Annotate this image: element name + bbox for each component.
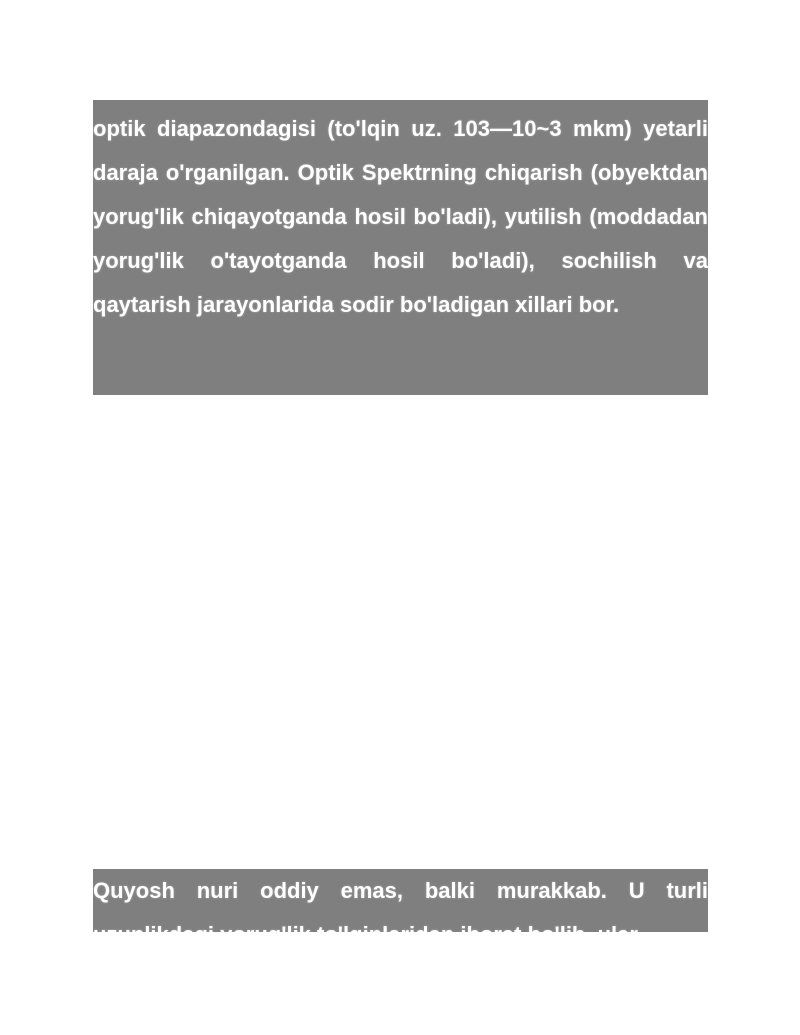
paragraph-bottom: Quyosh nuri oddiy emas, balki murakkab. U turli uzunlikdagi yorug'lik to'lqinlaridan iborat bo'lib, ular (93, 878, 708, 947)
text-block-bottom (93, 869, 708, 947)
paragraph-top: optik diapazondagisi (to'lqin uz. 103—10~3 mkm) yetarli daraja o'rganilgan. Optik Spektrning chiqarish (obyektdan yorug'lik chiqayotganda hosil bo'ladi), yutilish (moddadan yorug'lik o'tayotganda hosil bo'ladi), sochilish va qaytarish jarayonlarida sodir bo'ladigan xillari bor. (93, 116, 708, 317)
text-block-top (93, 100, 708, 395)
